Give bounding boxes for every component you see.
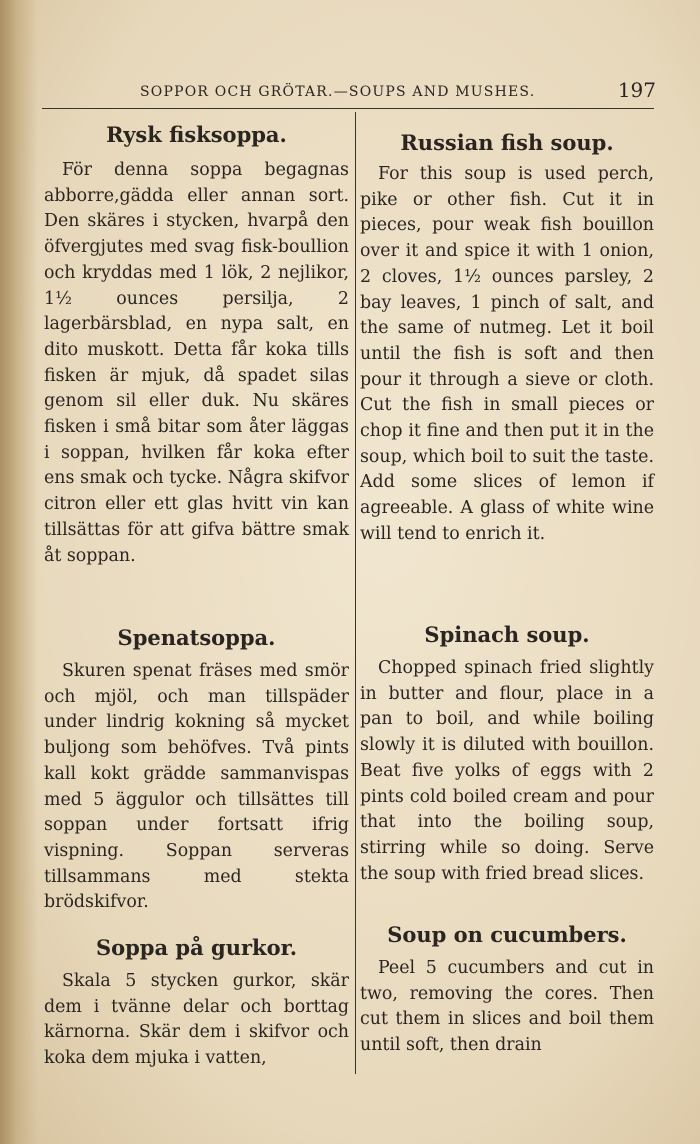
header-rule xyxy=(42,108,654,109)
recipe-text-soppa-pa-gurkor: Skala 5 stycken gurkor, skär dem i tvänne delar och borttag kärnorna. Skär dem i skifvor och koka dem mjuka i vatten, xyxy=(44,971,349,1069)
header-title: SOPPOR OCH GRÖTAR.—SOUPS AND MUSHES. xyxy=(140,84,536,100)
page-binding-shadow xyxy=(0,0,38,1144)
column-divider xyxy=(355,112,356,1074)
recipe-text-rysk-fisksoppa: För denna soppa begagnas abborre,gädda eller annan sort. Den skäres i stycken, hvarpå den öfvergjutes med svag fisk-boullion och kryddas med 1 lök, 2 nejlikor, 1½ ounces persilja, 2 lagerbärsblad, en nypa salt, en dito muskott. Detta får koka tills fisken är mjuk, då spadet silas genom sil eller duk. Nu skäres fisken i små bitar som åter läggas i soppan, hvilken får koka efter ens smak och tycke. Några skifvor citron eller ett glas hvitt vin kan tillsättas för att gifva bättre smak åt soppan. xyxy=(44,160,349,566)
recipe-heading-soup-on-cucumbers: Soup on cucumbers. xyxy=(387,922,627,947)
recipe-text-soup-on-cucumbers: Peel 5 cucumbers and cut in two, removing the cores. Then cut them in slices and boil them until soft, then drain xyxy=(360,958,654,1056)
recipe-text-spinach-soup: Chopped spinach fried slightly in butter and flour, place in a pan to boil, and while boiling slowly it is diluted with bouillon. Beat five yolks of eggs with 2 pints cold boiled cream and pour that into the boiling soup, stirring while so doing. Serve the soup with fried bread slices. xyxy=(360,658,654,884)
recipe-heading-spinach-soup: Spinach soup. xyxy=(424,622,590,647)
recipe-heading-rysk-fisksoppa: Rysk fisksoppa. xyxy=(106,122,287,147)
running-header xyxy=(140,78,660,108)
recipe-text-spenatsoppa: Skuren spenat fräses med smör och mjöl, och man tillspäder under lindrig kokning så mycket buljong som behöfves. Två pints kall kokt grädde sammanvispas med 5 äggulor och tillsättes till soppan under fortsatt ifrig vispning. Soppan serveras tillsammans med stekta brödskifvor. xyxy=(44,661,349,913)
recipe-heading-russian-fish-soup: Russian fish soup. xyxy=(400,130,614,155)
page-number: 197 xyxy=(617,78,656,102)
recipe-heading-soppa-pa-gurkor: Soppa på gurkor. xyxy=(95,935,298,960)
recipe-heading-spenatsoppa: Spenatsoppa. xyxy=(117,625,276,650)
recipe-text-russian-fish-soup: For this soup is used perch, pike or other fish. Cut it in pieces, pour weak fish bouillon over it and spice it with 1 onion, 2 cloves, 1½ ounces parsley, 2 bay leaves, 1 pinch of salt, and the same of nutmeg. Let it boil until the fish is soft and then pour it through a sieve or cloth. Cut the fish in small pieces or chop it fine and then put it in the soup, which boil to suit the taste. Add some slices of lemon if agreeable. A glass of white wine will tend to enrich it. xyxy=(360,164,654,544)
